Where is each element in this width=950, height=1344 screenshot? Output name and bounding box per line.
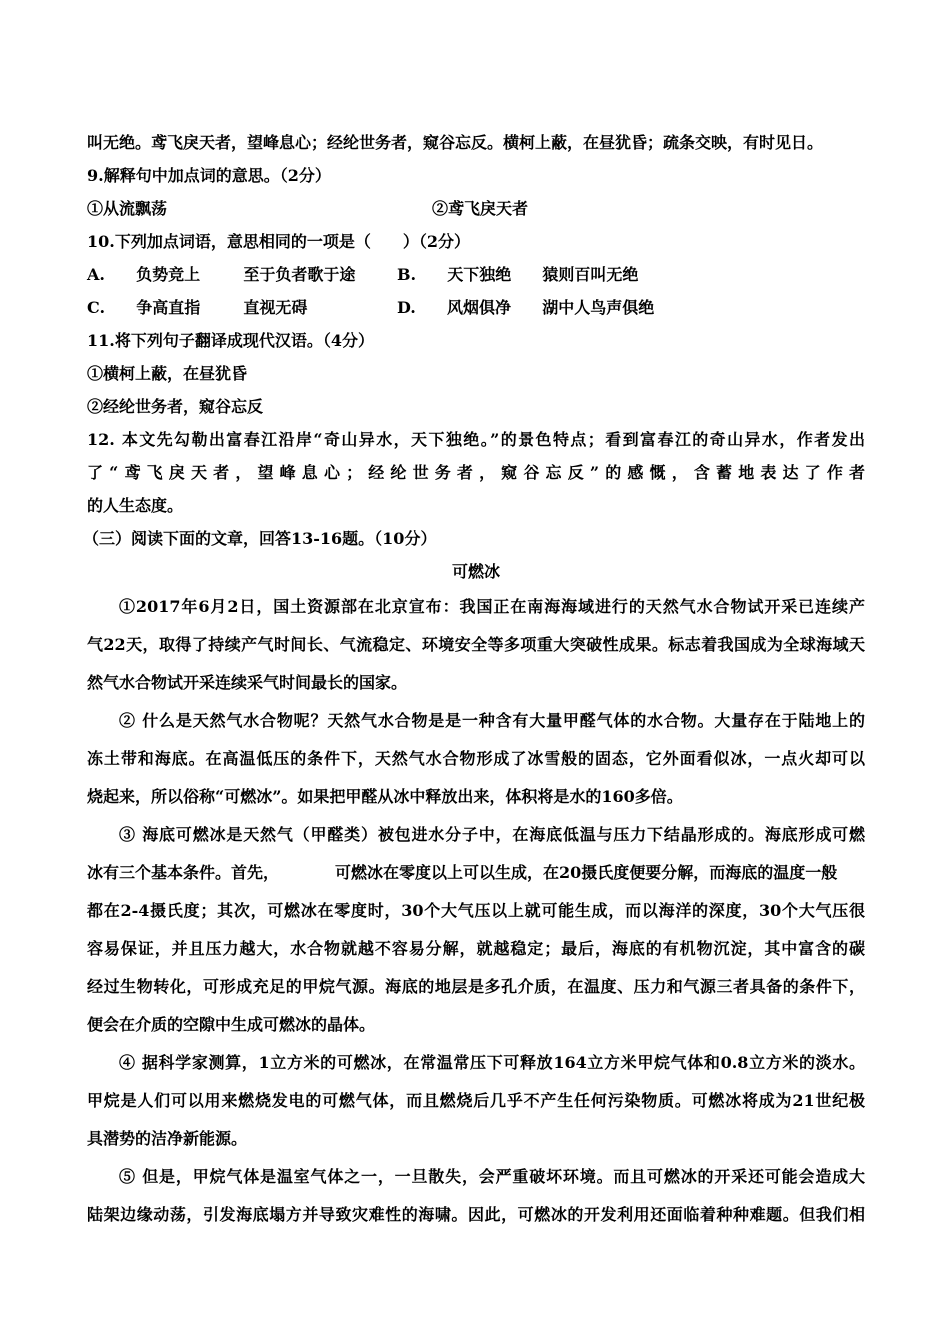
option-a-label: A. <box>87 265 105 284</box>
option-c <box>87 291 397 324</box>
option-c-phrase-2: 直视无碍 <box>243 298 308 317</box>
option-b-label: B. <box>397 265 417 284</box>
question-10-row-2 <box>87 291 865 324</box>
option-a <box>87 258 397 291</box>
option-b-phrase-2: 猿则百叫无绝 <box>542 265 639 284</box>
article-body <box>87 588 865 1234</box>
option-d <box>397 291 865 324</box>
paragraph-4-line-3: 具潜势的洁净新能源。 <box>87 1129 248 1148</box>
paragraph-4-line-2: 甲烷是人们可以用来燃烧发电的可燃气体，而且燃烧后几乎不产生任何污染物质。可燃冰将成为21世纪极 <box>87 1091 865 1110</box>
question-12-line-2: 了“鸢飞戾天者，望峰息心；经纶世务者，窥谷忘反”的感慨，含蓄地表达了作者 <box>87 463 865 482</box>
question-12-line-3: 的人生态度。 <box>87 496 184 515</box>
paragraph-2-line-2: 冻土带和海底。在高温低压的条件下，天然气水合物形成了冰雪般的固态，它外面看似冰，一点火却可以 <box>87 749 865 768</box>
paragraph-1-line-2: 气22天，取得了持续产气时间长、气流稳定、环境安全等多项重大突破性成果。标志着我国成为全球海域天 <box>87 635 865 654</box>
question-10-row-1 <box>87 258 865 291</box>
question-11-stem: 11.将下列句子翻译成现代汉语。（4分） <box>87 331 374 350</box>
option-c-phrase-1: 争高直指 <box>136 298 201 317</box>
paragraph-1-line-1: ①2017年6月2日，国土资源部在北京宣布：我国正在南海海域进行的天然气水合物试开采已连续产 <box>119 597 865 616</box>
paragraph-5-line-1: ⑤ 但是，甲烷气体是温室气体之一，一旦散失，会严重破坏环境。而且可燃冰的开采还可能会造成大 <box>119 1167 865 1186</box>
option-d-phrase-2: 湖中人鸟声俱绝 <box>542 298 655 317</box>
option-b <box>397 258 865 291</box>
paragraph-3-line-2-end: 可燃冰在零度以上可以生成，在20摄氏度便要分解，而海底的温度一般 <box>335 863 838 882</box>
question-9-stem: 9.解释句中加点词的意思。（2分） <box>87 166 331 185</box>
option-c-label: C. <box>87 298 106 317</box>
article-title: 可燃冰 <box>451 562 500 581</box>
paragraph-1-line-3: 然气水合物试开采连续采气时间最长的国家。 <box>87 673 408 692</box>
paragraph-4-line-1: ④ 据科学家测算，1立方米的可燃冰，在常温常压下可释放164立方米甲烷气体和0.8立方米的淡水。 <box>119 1053 865 1072</box>
option-a-phrase-1: 负势竞上 <box>136 265 201 284</box>
question-9-item-1: ①从流飘荡 <box>87 199 168 218</box>
option-a-phrase-2: 至于负者歌于途 <box>243 265 356 284</box>
option-d-label: D. <box>397 298 416 317</box>
paragraph-3-line-2-start: 冰有三个基本条件。首先， <box>87 863 280 882</box>
paragraph-3-line-5: 经过生物转化，可形成充足的甲烷气源。海底的地层是多孔介质，在温度、压力和气源三者具备的条件下， <box>87 977 865 996</box>
question-9-items <box>87 192 865 225</box>
option-d-phrase-1: 风烟俱净 <box>447 298 512 317</box>
question-10-stem: 10.下列加点词语，意思相同的一项是（ ）（2分） <box>87 232 470 251</box>
paragraph-3-line-2 <box>87 854 865 892</box>
paragraph-2-line-3: 烧起来，所以俗称“可燃冰”。如果把甲醛从冰中释放出来，体积将是水的160多倍。 <box>87 787 683 806</box>
paragraph-2-line-1: ② 什么是天然气水合物呢？天然气水合物是是一种含有大量甲醛气体的水合物。大量存在于陆地上的 <box>119 711 865 730</box>
paragraph-3-line-1: ③ 海底可燃冰是天然气（甲醛类）被包进水分子中，在海底低温与压力下结晶形成的。海底形成可燃 <box>119 825 865 844</box>
question-11-item-1: ①横柯上蔽，在昼犹昏 <box>87 364 248 383</box>
question-11-item-2: ②经纶世务者，窥谷忘反 <box>87 397 264 416</box>
option-b-phrase-1: 天下独绝 <box>447 265 512 284</box>
question-12-line-1: 12. 本文先勾勒出富春江沿岸“奇山异水，天下独绝。”的景色特点；看到富春江的奇山异水，作者发出 <box>87 430 865 449</box>
document-page <box>83 126 865 1234</box>
paragraph-5-line-2: 陆架边缘动荡，引发海底塌方并导致灾难性的海啸。因此，可燃冰的开发利用还面临着种种难题。但我们相 <box>87 1205 865 1224</box>
paragraph-3-line-6: 便会在介质的空隙中生成可燃冰的晶体。 <box>87 1015 376 1034</box>
section-3-heading: （三）阅读下面的文章，回答13-16题。（10分） <box>83 529 437 548</box>
passage-tail: 叫无绝。鸢飞戾天者，望峰息心；经纶世务者，窥谷忘反。横柯上蔽，在昼犹昏；疏条交映，有时见日。 <box>87 133 824 152</box>
paragraph-3-line-4: 容易保证，并且压力越大，水合物就越不容易分解，就越稳定；最后，海底的有机物沉淀，其中富含的碳 <box>87 939 865 958</box>
paragraph-3-line-3: 都在2-4摄氏度；其次，可燃冰在零度时，30个大气压以上就可能生成，而以海洋的深度，30个大气压很 <box>87 901 865 920</box>
question-9-item-2: ②鸢飞戾天者 <box>432 199 529 218</box>
